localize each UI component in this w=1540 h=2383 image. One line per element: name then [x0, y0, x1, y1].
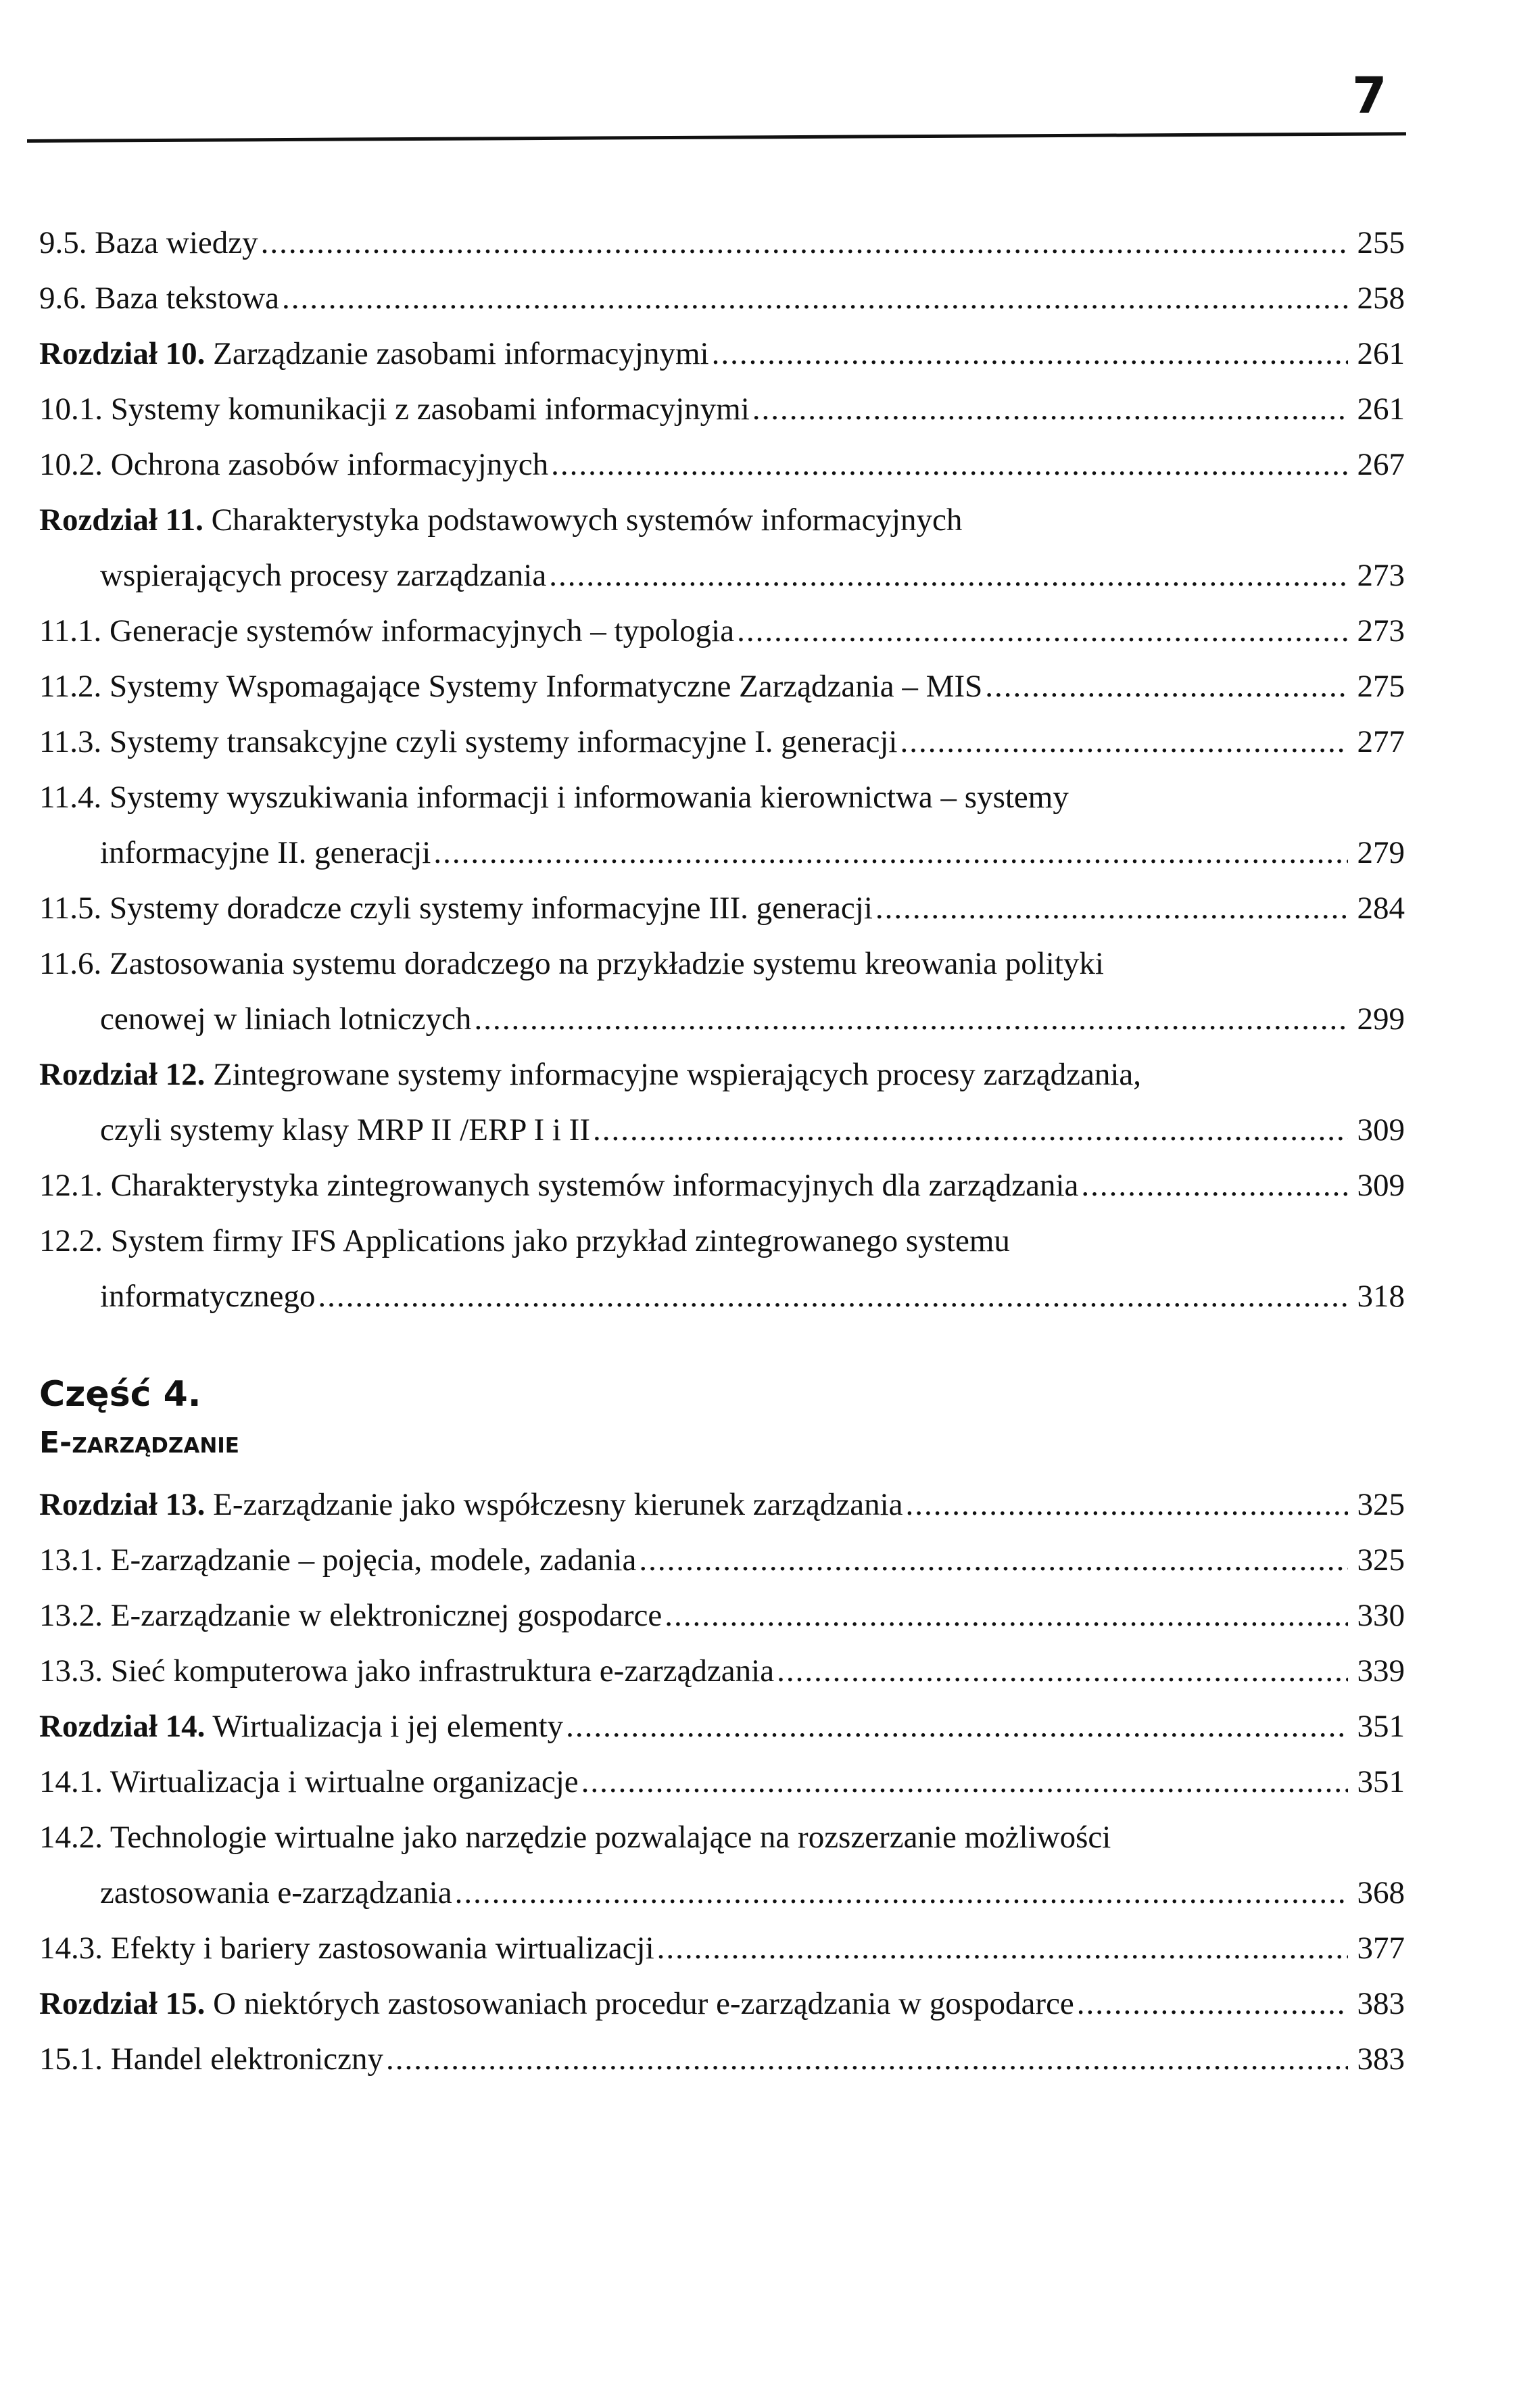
- toc-entry-line: [39, 437, 1405, 492]
- toc-entry-continuation: [39, 548, 1405, 603]
- entry-title-continuation: czyli systemy klasy MRP II /ERP I i II: [100, 1112, 590, 1148]
- toc-entry-line: [39, 659, 1405, 714]
- section-number: 11.4.: [39, 780, 102, 815]
- dot-leader: [906, 1477, 1348, 1532]
- dot-leader: [593, 1102, 1348, 1158]
- entry-title: Zastosowania systemu doradczego na przykładzie systemu kreowania polityki: [110, 946, 1104, 981]
- page-ref: 258: [1357, 281, 1405, 316]
- toc-entry-line: [39, 381, 1405, 437]
- toc-entry-line: [39, 770, 1405, 825]
- page-ref: 309: [1357, 1168, 1405, 1203]
- toc-entry-label: [39, 326, 709, 381]
- toc-section-entry: [39, 381, 1405, 437]
- chapter-number: Rozdział 10.: [39, 336, 206, 371]
- section-number: 10.1.: [39, 392, 103, 427]
- page-ref: 261: [1357, 392, 1405, 427]
- toc-entry-line: [39, 215, 1405, 270]
- page-ref: 368: [1357, 1875, 1405, 1910]
- dot-leader: [752, 381, 1348, 437]
- dot-leader: [712, 326, 1348, 381]
- toc-entry-label: [39, 1047, 1141, 1102]
- toc-entry-line: [39, 326, 1405, 381]
- dot-leader: [665, 1588, 1348, 1643]
- dot-leader: [386, 2031, 1348, 2087]
- toc-entry-line: [39, 880, 1405, 936]
- dot-leader: [282, 270, 1348, 326]
- toc-entry-line: [39, 1532, 1405, 1588]
- entry-title: Baza wiedzy: [95, 225, 258, 260]
- toc-section-entry: [39, 437, 1405, 492]
- chapter-number: Rozdział 11.: [39, 502, 203, 538]
- page-ref: 318: [1357, 1279, 1405, 1314]
- entry-title: Systemy komunikacji z zasobami informacyjnymi: [110, 392, 750, 427]
- dot-leader: [900, 714, 1349, 770]
- toc-chapter-entry: [39, 1699, 1405, 1754]
- chapter-number: Rozdział 13.: [39, 1487, 206, 1522]
- section-number: 14.1.: [39, 1764, 103, 1799]
- toc-section-entry: [39, 880, 1405, 936]
- toc-entry-line: [39, 603, 1405, 659]
- page-ref: 284: [1357, 891, 1405, 926]
- section-number: 13.3.: [39, 1653, 103, 1689]
- dot-leader: [474, 991, 1348, 1047]
- section-number: 10.2.: [39, 447, 103, 482]
- chapter-number: Rozdział 12.: [39, 1057, 206, 1092]
- toc-entry-label: [39, 2031, 383, 2087]
- section-number: 11.6.: [39, 946, 102, 981]
- entry-title-continuation: informacyjne II. generacji: [100, 835, 431, 870]
- chapter-number: Rozdział 15.: [39, 1986, 206, 2021]
- chapter-number: Rozdział 14.: [39, 1709, 206, 1744]
- part-title: E-zarządzanie: [39, 1425, 239, 1460]
- section-number: 13.2.: [39, 1598, 103, 1633]
- dot-leader: [1077, 1976, 1348, 2031]
- dot-leader: [1081, 1158, 1348, 1213]
- toc-entry-line: [39, 1699, 1405, 1754]
- page-ref: 273: [1357, 558, 1405, 593]
- toc-entry-label: [39, 714, 898, 770]
- toc-entry-label: [39, 270, 279, 326]
- entry-title: Charakterystyka podstawowych systemów informacyjnych: [211, 502, 963, 538]
- toc-entry-continuation: [39, 1865, 1405, 1920]
- dot-leader: [657, 1920, 1348, 1976]
- toc-section-entry: [39, 1643, 1405, 1699]
- toc-entry-label: [39, 1588, 662, 1643]
- toc-section-entry: [39, 770, 1405, 880]
- toc-entry-line: [39, 1920, 1405, 1976]
- toc-entry-line: [39, 1810, 1405, 1865]
- toc-section-after-part: [39, 1477, 1405, 2087]
- toc-entry-label: [39, 1477, 903, 1532]
- toc-entry-label: [39, 880, 873, 936]
- entry-title: E-zarządzanie jako współczesny kierunek zarządzania: [213, 1487, 903, 1522]
- entry-title: System firmy IFS Applications jako przykład zintegrowanego systemu: [110, 1223, 1010, 1258]
- toc-section-before-part: [39, 215, 1405, 1324]
- entry-title: Wirtualizacja i jej elementy: [212, 1709, 564, 1744]
- page-ref: 339: [1357, 1653, 1405, 1689]
- toc-entry-continuation: [39, 1102, 1405, 1158]
- section-number: 13.1.: [39, 1542, 103, 1578]
- toc-entry-label: [39, 1810, 1111, 1865]
- page-ref: 351: [1357, 1709, 1405, 1744]
- dot-leader: [985, 659, 1348, 714]
- toc-entry-continuation: [39, 1269, 1405, 1324]
- toc-entry-line: [39, 1047, 1405, 1102]
- section-number: 11.1.: [39, 613, 102, 648]
- entry-title: O niektórych zastosowaniach procedur e-zarządzania w gospodarce: [213, 1986, 1074, 2021]
- toc-entry-line: [39, 714, 1405, 770]
- entry-title: E-zarządzanie – pojęcia, modele, zadania: [110, 1542, 637, 1578]
- entry-title: Charakterystyka zintegrowanych systemów informacyjnych dla zarządzania: [110, 1168, 1079, 1203]
- toc-section-entry: [39, 603, 1405, 659]
- part-number: Część 4.: [39, 1374, 201, 1415]
- entry-title: Systemy Wspomagające Systemy Informatyczne Zarządzania – MIS: [110, 669, 983, 704]
- toc-entry-label: [39, 1920, 654, 1976]
- page-ref: 383: [1357, 2042, 1405, 2077]
- page-ref: 377: [1357, 1931, 1405, 1966]
- section-number: 14.3.: [39, 1931, 103, 1966]
- page-ref: 325: [1357, 1487, 1405, 1522]
- section-number: 11.3.: [39, 724, 102, 759]
- page-ref: 383: [1357, 1986, 1405, 2021]
- page-ref: 261: [1357, 336, 1405, 371]
- page-ref: 330: [1357, 1598, 1405, 1633]
- toc-section-entry: [39, 1532, 1405, 1588]
- page-ref: 325: [1357, 1542, 1405, 1578]
- toc-section-entry: [39, 936, 1405, 1047]
- page-number: 7: [1352, 67, 1387, 125]
- toc-section-entry: [39, 659, 1405, 714]
- entry-title-continuation: zastosowania e-zarządzania: [100, 1875, 452, 1910]
- entry-title: Zarządzanie zasobami informacyjnymi: [213, 336, 709, 371]
- toc-entry-label: [39, 1699, 563, 1754]
- entry-title-continuation: wspierających procesy zarządzania: [100, 558, 547, 593]
- entry-title: Generacje systemów informacyjnych – typologia: [110, 613, 735, 648]
- toc-entry-label: [39, 437, 548, 492]
- toc-entry-label: [39, 1754, 579, 1810]
- page-ref: 299: [1357, 1001, 1405, 1037]
- page-ref: 351: [1357, 1764, 1405, 1799]
- entry-title-continuation: cenowej w liniach lotniczych: [100, 1001, 472, 1037]
- toc-entry-label: [39, 215, 258, 270]
- dot-leader: [549, 548, 1348, 603]
- section-number: 12.2.: [39, 1223, 103, 1258]
- toc-entry-line: [39, 1477, 1405, 1532]
- toc-entry-continuation: [39, 991, 1405, 1047]
- toc-section-entry: [39, 1158, 1405, 1213]
- toc-section-entry: [39, 1754, 1405, 1810]
- toc-section-entry: [39, 1213, 1405, 1324]
- entry-title: Technologie wirtualne jako narzędzie pozwalające na rozszerzanie możliwości: [110, 1820, 1111, 1855]
- page-ref: 267: [1357, 447, 1405, 482]
- toc-section-entry: [39, 2031, 1405, 2087]
- page-ref: 275: [1357, 669, 1405, 704]
- entry-title: Systemy wyszukiwania informacji i informowania kierownictwa – systemy: [110, 780, 1069, 815]
- dot-leader: [737, 603, 1348, 659]
- dot-leader: [639, 1532, 1348, 1588]
- toc-section-entry: [39, 1588, 1405, 1643]
- toc-entry-line: [39, 936, 1405, 991]
- toc-section-entry: [39, 1810, 1405, 1920]
- entry-title: Zintegrowane systemy informacyjne wspierających procesy zarządzania,: [213, 1057, 1141, 1092]
- dot-leader: [455, 1865, 1348, 1920]
- toc-chapter-entry: [39, 1477, 1405, 1532]
- page-ref: 273: [1357, 613, 1405, 648]
- toc-entry-label: [39, 1158, 1078, 1213]
- toc-entry-label: [39, 936, 1104, 991]
- dot-leader: [433, 825, 1348, 880]
- toc-chapter-entry: [39, 1047, 1405, 1158]
- toc-entry-label: [39, 1976, 1074, 2031]
- toc-chapter-entry: [39, 1976, 1405, 2031]
- section-number: 11.2.: [39, 669, 102, 704]
- toc-entry-line: [39, 1213, 1405, 1269]
- toc-section-entry: [39, 270, 1405, 326]
- page-ref: 309: [1357, 1112, 1405, 1148]
- dot-leader: [875, 880, 1348, 936]
- table-of-contents: [39, 215, 1405, 2087]
- toc-entry-line: [39, 2031, 1405, 2087]
- section-number: 14.2.: [39, 1820, 103, 1855]
- toc-entry-continuation: [39, 825, 1405, 880]
- toc-entry-label: [39, 1213, 1010, 1269]
- dot-leader: [581, 1754, 1348, 1810]
- entry-title: Ochrona zasobów informacyjnych: [110, 447, 549, 482]
- toc-entry-label: [39, 492, 962, 548]
- section-number: 9.6.: [39, 281, 87, 316]
- dot-leader: [551, 437, 1348, 492]
- toc-entry-line: [39, 1643, 1405, 1699]
- toc-entry-label: [39, 603, 734, 659]
- dot-leader: [261, 215, 1348, 270]
- entry-title: E-zarządzanie w elektronicznej gospodarce: [110, 1598, 663, 1633]
- toc-entry-line: [39, 1158, 1405, 1213]
- toc-entry-label: [39, 1532, 636, 1588]
- toc-entry-label: [39, 659, 982, 714]
- dot-leader: [777, 1643, 1348, 1699]
- page-ref: 277: [1357, 724, 1405, 759]
- toc-chapter-entry: [39, 492, 1405, 603]
- dot-leader: [566, 1699, 1348, 1754]
- toc-entry-line: [39, 492, 1405, 548]
- section-number: 12.1.: [39, 1168, 103, 1203]
- toc-section-entry: [39, 714, 1405, 770]
- toc-entry-label: [39, 381, 750, 437]
- toc-entry-label: [39, 770, 1069, 825]
- toc-entry-line: [39, 1754, 1405, 1810]
- section-number: 15.1.: [39, 2042, 103, 2077]
- toc-chapter-entry: [39, 326, 1405, 381]
- entry-title: Handel elektroniczny: [110, 2042, 383, 2077]
- section-number: 9.5.: [39, 225, 87, 260]
- header-rule: [27, 132, 1406, 143]
- toc-entry-line: [39, 1588, 1405, 1643]
- toc-entry-line: [39, 270, 1405, 326]
- entry-title: Systemy transakcyjne czyli systemy informacyjne I. generacji: [110, 724, 898, 759]
- dot-leader: [318, 1269, 1348, 1324]
- page-ref: 279: [1357, 835, 1405, 870]
- toc-section-entry: [39, 215, 1405, 270]
- entry-title: Baza tekstowa: [95, 281, 280, 316]
- entry-title: Systemy doradcze czyli systemy informacyjne III. generacji: [110, 891, 873, 926]
- entry-title: Wirtualizacja i wirtualne organizacje: [110, 1764, 579, 1799]
- page-ref: 255: [1357, 225, 1405, 260]
- entry-title: Efekty i bariery zastosowania wirtualizacji: [110, 1931, 654, 1966]
- entry-title: Sieć komputerowa jako infrastruktura e-zarządzania: [110, 1653, 775, 1689]
- toc-section-entry: [39, 1920, 1405, 1976]
- section-number: 11.5.: [39, 891, 102, 926]
- toc-entry-line: [39, 1976, 1405, 2031]
- entry-title-continuation: informatycznego: [100, 1279, 316, 1314]
- toc-entry-label: [39, 1643, 774, 1699]
